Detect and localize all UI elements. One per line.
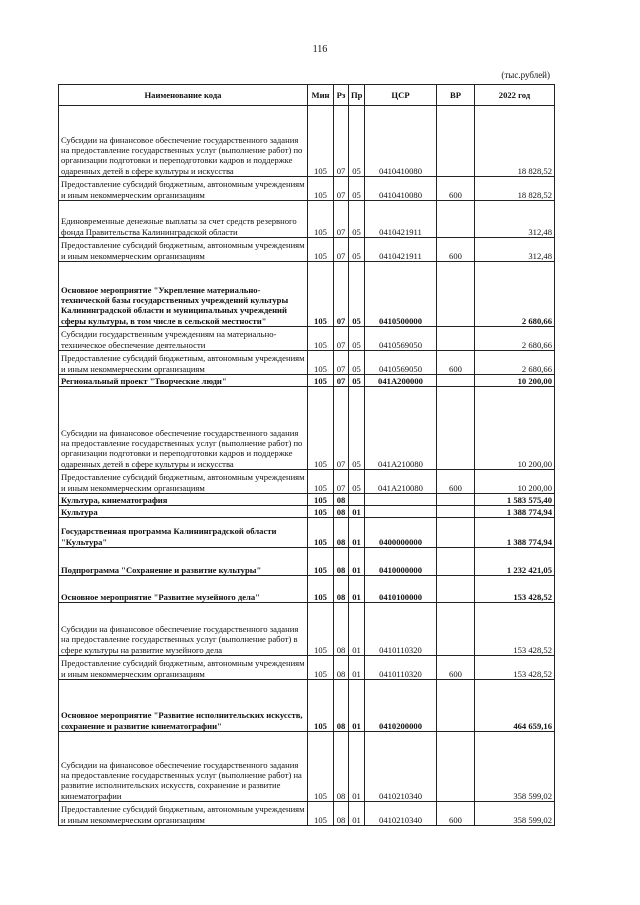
cell-vr: 600 xyxy=(437,470,475,494)
table-row xyxy=(59,603,555,656)
header-min: Мин xyxy=(308,85,334,106)
cell-name: Государственная программа Калининградской области "Культура" xyxy=(59,518,308,548)
cell-pr: 05 xyxy=(349,387,365,470)
header-year: 2022 год xyxy=(475,85,555,106)
cell-csr: 0410569050 xyxy=(365,351,437,375)
cell-amount: 10 200,00 xyxy=(475,375,555,387)
cell-rz: 08 xyxy=(334,518,349,548)
table-row xyxy=(59,548,555,576)
cell-amount: 2 680,66 xyxy=(475,351,555,375)
cell-csr xyxy=(365,506,437,518)
cell-vr xyxy=(437,262,475,327)
cell-vr xyxy=(437,680,475,732)
table-row xyxy=(59,680,555,732)
cell-rz: 08 xyxy=(334,603,349,656)
cell-pr: 05 xyxy=(349,238,365,262)
table-row xyxy=(59,732,555,802)
cell-min: 105 xyxy=(308,106,334,177)
cell-rz: 07 xyxy=(334,201,349,238)
table-row xyxy=(59,802,555,826)
cell-rz: 07 xyxy=(334,238,349,262)
cell-min: 105 xyxy=(308,732,334,802)
cell-min: 105 xyxy=(308,494,334,506)
cell-csr: 0410410080 xyxy=(365,177,437,201)
cell-name: Предоставление субсидий бюджетным, автономным учреждениям и иным некоммерческим организациям xyxy=(59,351,308,375)
cell-csr: 0410110320 xyxy=(365,603,437,656)
cell-pr: 01 xyxy=(349,802,365,826)
cell-csr: 0410000000 xyxy=(365,548,437,576)
cell-vr xyxy=(437,506,475,518)
cell-csr: 0410100000 xyxy=(365,576,437,603)
table-row xyxy=(59,238,555,262)
cell-vr xyxy=(437,387,475,470)
cell-min: 105 xyxy=(308,387,334,470)
cell-min: 105 xyxy=(308,375,334,387)
cell-min: 105 xyxy=(308,351,334,375)
cell-min: 105 xyxy=(308,470,334,494)
cell-pr: 01 xyxy=(349,518,365,548)
table-row xyxy=(59,201,555,238)
cell-csr xyxy=(365,494,437,506)
cell-rz: 08 xyxy=(334,732,349,802)
cell-csr: 0410110320 xyxy=(365,656,437,680)
cell-csr: 0410569050 xyxy=(365,327,437,351)
header-row xyxy=(59,85,555,106)
cell-pr: 01 xyxy=(349,732,365,802)
cell-min: 105 xyxy=(308,518,334,548)
header-vr: ВР xyxy=(437,85,475,106)
cell-amount: 1 388 774,94 xyxy=(475,518,555,548)
cell-amount: 2 680,66 xyxy=(475,262,555,327)
cell-pr: 01 xyxy=(349,603,365,656)
cell-rz: 08 xyxy=(334,494,349,506)
cell-csr: 0410500000 xyxy=(365,262,437,327)
header-rz: Рз xyxy=(334,85,349,106)
cell-amount: 10 200,00 xyxy=(475,470,555,494)
cell-vr xyxy=(437,327,475,351)
cell-amount: 153 428,52 xyxy=(475,656,555,680)
cell-pr: 05 xyxy=(349,327,365,351)
cell-amount: 153 428,52 xyxy=(475,603,555,656)
cell-vr xyxy=(437,576,475,603)
cell-pr: 05 xyxy=(349,177,365,201)
table-row xyxy=(59,576,555,603)
cell-pr: 01 xyxy=(349,576,365,603)
table-row xyxy=(59,387,555,470)
cell-rz: 07 xyxy=(334,262,349,327)
cell-min: 105 xyxy=(308,802,334,826)
table-row xyxy=(59,494,555,506)
cell-name: Основное мероприятие "Развитие исполнительских искусств, сохранение и развитие кинематографии" xyxy=(59,680,308,732)
cell-amount: 153 428,52 xyxy=(475,576,555,603)
cell-vr: 600 xyxy=(437,238,475,262)
table-row xyxy=(59,506,555,518)
cell-vr xyxy=(437,732,475,802)
header-csr: ЦСР xyxy=(365,85,437,106)
cell-vr xyxy=(437,548,475,576)
cell-rz: 07 xyxy=(334,375,349,387)
cell-min: 105 xyxy=(308,548,334,576)
cell-vr: 600 xyxy=(437,802,475,826)
cell-rz: 07 xyxy=(334,106,349,177)
cell-vr xyxy=(437,494,475,506)
cell-amount: 358 599,02 xyxy=(475,802,555,826)
cell-name: Предоставление субсидий бюджетным, автономным учреждениям и иным некоммерческим организациям xyxy=(59,177,308,201)
cell-amount: 358 599,02 xyxy=(475,732,555,802)
cell-csr: 0410421911 xyxy=(365,201,437,238)
cell-rz: 08 xyxy=(334,680,349,732)
table-row xyxy=(59,656,555,680)
cell-rz: 08 xyxy=(334,656,349,680)
cell-vr xyxy=(437,375,475,387)
cell-amount: 18 828,52 xyxy=(475,106,555,177)
cell-pr: 05 xyxy=(349,201,365,238)
cell-name: Единовременные денежные выплаты за счет средств резервного фонда Правительства Калининградской области xyxy=(59,201,308,238)
cell-vr xyxy=(437,106,475,177)
cell-rz: 08 xyxy=(334,506,349,518)
cell-rz: 07 xyxy=(334,387,349,470)
cell-vr: 600 xyxy=(437,656,475,680)
cell-amount: 2 680,66 xyxy=(475,327,555,351)
cell-amount: 312,48 xyxy=(475,238,555,262)
cell-pr xyxy=(349,494,365,506)
table-row xyxy=(59,351,555,375)
cell-rz: 07 xyxy=(334,470,349,494)
cell-pr: 01 xyxy=(349,506,365,518)
cell-min: 105 xyxy=(308,177,334,201)
table-row xyxy=(59,518,555,548)
cell-amount: 1 232 421,05 xyxy=(475,548,555,576)
cell-amount: 312,48 xyxy=(475,201,555,238)
cell-min: 105 xyxy=(308,680,334,732)
cell-pr: 01 xyxy=(349,680,365,732)
header-name: Наименование кода xyxy=(59,85,308,106)
cell-csr: 0410210340 xyxy=(365,802,437,826)
cell-pr: 05 xyxy=(349,375,365,387)
cell-csr: 041A210080 xyxy=(365,387,437,470)
cell-name: Культура, кинематография xyxy=(59,494,308,506)
cell-vr: 600 xyxy=(437,351,475,375)
cell-rz: 07 xyxy=(334,327,349,351)
cell-name: Основное мероприятие "Укрепление материально-технической базы государственных учреждений культуры Калининградской области и муниципальных учреждений сферы культуры, в том числе в сельской местности" xyxy=(59,262,308,327)
cell-vr xyxy=(437,201,475,238)
cell-csr: 0410410080 xyxy=(365,106,437,177)
cell-min: 105 xyxy=(308,576,334,603)
cell-csr: 041A210080 xyxy=(365,470,437,494)
cell-vr xyxy=(437,518,475,548)
cell-vr: 600 xyxy=(437,177,475,201)
cell-name: Региональный проект "Творческие люди" xyxy=(59,375,308,387)
cell-rz: 08 xyxy=(334,548,349,576)
cell-pr: 05 xyxy=(349,351,365,375)
budget-table xyxy=(58,84,555,826)
cell-rz: 08 xyxy=(334,576,349,603)
cell-min: 105 xyxy=(308,656,334,680)
cell-min: 105 xyxy=(308,327,334,351)
cell-rz: 07 xyxy=(334,351,349,375)
cell-name: Предоставление субсидий бюджетным, автономным учреждениям и иным некоммерческим организациям xyxy=(59,802,308,826)
cell-vr xyxy=(437,603,475,656)
cell-csr: 0410210340 xyxy=(365,732,437,802)
cell-name: Предоставление субсидий бюджетным, автономным учреждениям и иным некоммерческим организациям xyxy=(59,656,308,680)
cell-csr: 0410200000 xyxy=(365,680,437,732)
cell-min: 105 xyxy=(308,262,334,327)
cell-name: Субсидии на финансовое обеспечение государственного задания на предоставление государственных услуг (выполнение работ) в сфере культуры на развитие музейного дела xyxy=(59,603,308,656)
cell-name: Подпрограмма "Сохранение и развитие культуры" xyxy=(59,548,308,576)
cell-name: Субсидии на финансовое обеспечение государственного задания на предоставление государственных услуг (выполнение работ) по организации подготовки и переподготовки кадров и поддержке одаренных детей в сфере культуры и искусства xyxy=(59,106,308,177)
header-pr: Пр xyxy=(349,85,365,106)
cell-name: Субсидии на финансовое обеспечение государственного задания на предоставление государственных услуг (выполнение работ) на развитие исполнительских искусств, сохранение и развитие кинематографии xyxy=(59,732,308,802)
table-row xyxy=(59,327,555,351)
cell-amount: 1 388 774,94 xyxy=(475,506,555,518)
page-number: 116 xyxy=(312,44,328,55)
cell-pr: 01 xyxy=(349,548,365,576)
cell-amount: 10 200,00 xyxy=(475,387,555,470)
cell-pr: 05 xyxy=(349,470,365,494)
cell-pr: 05 xyxy=(349,262,365,327)
table-row xyxy=(59,177,555,201)
cell-pr: 01 xyxy=(349,656,365,680)
cell-csr: 0410421911 xyxy=(365,238,437,262)
cell-csr: 0400000000 xyxy=(365,518,437,548)
cell-min: 105 xyxy=(308,238,334,262)
cell-min: 105 xyxy=(308,201,334,238)
table-body xyxy=(59,106,555,826)
cell-rz: 07 xyxy=(334,177,349,201)
cell-name: Предоставление субсидий бюджетным, автономным учреждениям и иным некоммерческим организациям xyxy=(59,238,308,262)
cell-name: Основное мероприятие "Развитие музейного дела" xyxy=(59,576,308,603)
cell-rz: 08 xyxy=(334,802,349,826)
table-row xyxy=(59,375,555,387)
cell-name: Культура xyxy=(59,506,308,518)
cell-min: 105 xyxy=(308,506,334,518)
cell-amount: 464 659,16 xyxy=(475,680,555,732)
cell-name: Субсидии государственным учреждениям на материально-техническое обеспечение деятельности xyxy=(59,327,308,351)
table-row xyxy=(59,106,555,177)
cell-min: 105 xyxy=(308,603,334,656)
cell-amount: 1 583 575,40 xyxy=(475,494,555,506)
cell-pr: 05 xyxy=(349,106,365,177)
cell-amount: 18 828,52 xyxy=(475,177,555,201)
table-row xyxy=(59,470,555,494)
table-row xyxy=(59,262,555,327)
units-label: (тыс.рублей) xyxy=(501,70,550,80)
cell-name: Субсидии на финансовое обеспечение государственного задания на предоставление государственных услуг (выполнение работ) по организации подготовки и переподготовки кадров и поддержке одаренных детей в сфере культуры и искусства xyxy=(59,387,308,470)
cell-name: Предоставление субсидий бюджетным, автономным учреждениям и иным некоммерческим организациям xyxy=(59,470,308,494)
cell-csr: 041A200000 xyxy=(365,375,437,387)
